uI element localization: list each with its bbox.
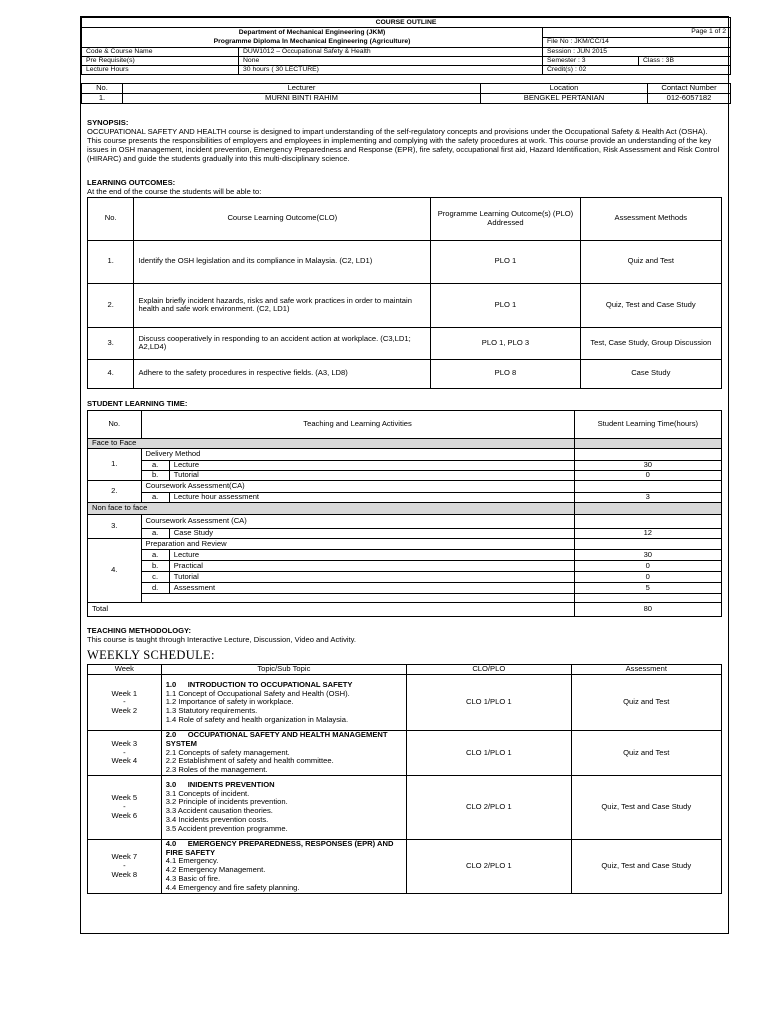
slt-item-label: Case Study xyxy=(169,528,574,538)
topic-cell xyxy=(161,839,406,893)
document-title: COURSE OUTLINE xyxy=(82,18,731,28)
lecture-hours-label: Lecture Hours xyxy=(82,66,239,75)
weekly-header-week: Week xyxy=(88,665,162,675)
week-dash: - xyxy=(123,801,126,811)
topic-title xyxy=(166,731,402,748)
subtopic: 4.3 Basic of fire. xyxy=(165,873,221,883)
slt-no: 4. xyxy=(88,538,142,602)
prereq-label: Pre Requisite(s) xyxy=(82,57,239,66)
learning-outcomes-intro: At the end of the course the students will be able to: xyxy=(87,186,262,196)
weekly-assessment: Quiz and Test xyxy=(571,675,721,731)
prereq-value: None xyxy=(239,57,543,66)
slt-header-activities: Teaching and Learning Activities xyxy=(141,410,574,438)
lecturer-header-contact: Contact Number xyxy=(648,84,731,94)
subtopic: 4.2 Emergency Management. xyxy=(165,865,266,875)
code-label: Code & Course Name xyxy=(82,48,239,57)
weekly-assessment: Quiz, Test and Case Study xyxy=(571,775,721,839)
slt-section xyxy=(81,399,728,617)
topic-name: INTRODUCTION TO OCCUPATIONAL SAFETY xyxy=(187,679,353,689)
lecturer-no: 1. xyxy=(82,94,123,104)
slt-item-marker: b. xyxy=(141,470,169,480)
lecturer-table xyxy=(81,83,731,104)
session-value: Session : JUN 2015 xyxy=(543,48,731,57)
weekly-schedule-section xyxy=(81,648,728,894)
week-end: Week 4 xyxy=(111,756,138,766)
clo-row-outcome: Adhere to the safety procedures in respective fields. (A3, LD8) xyxy=(134,359,431,388)
clo-row-assessment: Test, Case Study, Group Discussion xyxy=(580,327,721,359)
week-end: Week 2 xyxy=(111,705,138,715)
slt-item-marker: a. xyxy=(141,492,169,502)
subtopic: 3.3 Accident causation theories. xyxy=(165,806,273,816)
clo-row-outcome: Identify the OSH legislation and its compliance in Malaysia. (C2, LD1) xyxy=(134,240,431,283)
page-number: Page 1 of 2 xyxy=(543,28,730,38)
clo-row-assessment: Quiz, Test and Case Study xyxy=(580,283,721,327)
non-face-to-face-label: Non face to face xyxy=(88,502,575,514)
slt-no: 2. xyxy=(88,480,142,502)
subtopic: 3.5 Accident prevention programme. xyxy=(165,823,288,833)
week-start: Week 1 xyxy=(111,688,138,698)
face-to-face-blank xyxy=(574,438,721,448)
programme-name: Programme Diploma In Mechanical Engineering (Agriculture) xyxy=(213,37,411,45)
clo-row-outcome: Discuss cooperatively in responding to an accident action at workplace. (C3,LD1; A2,LD4) xyxy=(134,327,431,359)
subtopic: 1.2 Importance of safety in workplace. xyxy=(165,697,294,707)
prep-review-blank xyxy=(574,538,721,549)
weekly-header-topic: Topic/Sub Topic xyxy=(161,665,406,675)
topic-number: 2.0 xyxy=(165,730,177,740)
clo-plo: CLO 1/PLO 1 xyxy=(407,675,572,731)
total-label: Total xyxy=(88,602,575,616)
lecturer-name: MURNI BINTI RAHIM xyxy=(123,94,481,104)
weekly-assessment: Quiz and Test xyxy=(571,731,721,776)
clo-row-plo: PLO 1 xyxy=(431,283,580,327)
clo-row-no: 4. xyxy=(88,359,134,388)
weekly-table xyxy=(87,664,722,894)
lecturer-contact: 012-6057182 xyxy=(648,94,731,104)
methodology-heading: TEACHING METHODOLOGY: xyxy=(87,625,192,635)
slt-item-marker: b. xyxy=(141,560,169,571)
page-file-cell xyxy=(543,28,731,48)
slt-item-marker: d. xyxy=(141,582,169,593)
synopsis-text: OCCUPATIONAL SAFETY AND HEALTH course is designed to impart understanding of the self-regulatory concepts and provisions under the Occupational Safety & Health Act (OSHA). This course presents the responsibilities of employers and employees in implementing and complying with the safety procedures at work. This course provide an understanding of the key issues in OSH management, incident prevention, Emergency Preparedness and Response (EPR), fire safety, occupational first aid, Hazard Identification, Risk Assessment and Risk Control (HIRARC) and guide the students gradually into this multi-disciplinary science. xyxy=(87,127,720,164)
clo-header-plo: Programme Learning Outcome(s) (PLO) Addressed xyxy=(431,197,580,240)
clo-header-assessment: Assessment Methods xyxy=(580,197,721,240)
topic-name: INIDENTS PREVENTION xyxy=(187,780,275,790)
slt-item-label: Tutorial xyxy=(169,571,574,582)
slt-item-marker: a. xyxy=(141,528,169,538)
topic-number: 4.0 xyxy=(165,839,177,849)
topic-cell xyxy=(161,731,406,776)
slt-no: 3. xyxy=(88,514,142,538)
subtopic: 3.4 Incidents prevention costs. xyxy=(165,814,269,824)
topic-title xyxy=(166,840,402,857)
clo-row-assessment: Quiz and Test xyxy=(580,240,721,283)
week-end: Week 8 xyxy=(111,869,138,879)
week-dash: - xyxy=(123,697,126,707)
slt-item-marker: c. xyxy=(141,571,169,582)
clo-plo: CLO 2/PLO 1 xyxy=(407,775,572,839)
coursework-label: Coursework Assessment(CA) xyxy=(141,480,574,492)
slt-item-label: Tutorial xyxy=(169,470,574,480)
slt-spacer-hours xyxy=(574,593,721,602)
subtopic: 4.1 Emergency. xyxy=(165,856,219,866)
subtopic: 1.4 Role of safety and health organization in Malaysia. xyxy=(165,714,349,724)
week-range xyxy=(88,675,162,731)
semester-value: Semester : 3 xyxy=(543,57,639,66)
synopsis-heading: SYNOPSIS: xyxy=(87,118,129,127)
department-name: Department of Mechanical Engineering (JKM) xyxy=(238,29,386,37)
clo-plo: CLO 2/PLO 1 xyxy=(407,839,572,893)
delivery-method-label: Delivery Method xyxy=(141,448,574,460)
coursework-blank xyxy=(574,480,721,492)
slt-item-label: Lecture xyxy=(169,549,574,560)
clo-row-plo: PLO 1, PLO 3 xyxy=(431,327,580,359)
topic-name: OCCUPATIONAL SAFETY AND HEALTH MANAGEMENT SYSTEM xyxy=(165,730,388,748)
subtopic: 3.2 Principle of incidents prevention. xyxy=(165,797,288,807)
department-cell xyxy=(82,28,543,48)
subtopic: 3.1 Concepts of incident. xyxy=(165,788,250,798)
methodology-section xyxy=(81,626,728,644)
week-dash: - xyxy=(123,860,126,870)
clo-header-no: No. xyxy=(88,197,134,240)
slt-item-marker: a. xyxy=(141,460,169,470)
lecture-hours-value: 30 hours ( 30 LECTURE) xyxy=(239,66,543,75)
face-to-face-label: Face to Face xyxy=(88,438,575,448)
subtopic: 1.3 Statutory requirements. xyxy=(165,705,258,715)
coursework-ca-label: Coursework Assessment (CA) xyxy=(141,514,574,528)
clo-row-plo: PLO 8 xyxy=(431,359,580,388)
week-start: Week 3 xyxy=(111,738,138,748)
week-range xyxy=(88,775,162,839)
weekly-header-assessment: Assessment xyxy=(571,665,721,675)
slt-item-hours: 30 xyxy=(574,549,721,560)
total-hours: 80 xyxy=(574,602,721,616)
clo-row-no: 2. xyxy=(88,283,134,327)
methodology-text: This course is taught through Interactive Lecture, Discussion, Video and Activity. xyxy=(87,634,357,644)
subtopic: 4.4 Emergency and fire safety planning. xyxy=(165,882,300,892)
clo-row-no: 1. xyxy=(88,240,134,283)
code-value: DUW1012 – Occupational Safety & Health xyxy=(239,48,543,57)
slt-header-no: No. xyxy=(88,410,142,438)
topic-cell xyxy=(161,775,406,839)
clo-row-outcome: Explain briefly incident hazards, risks and safe work practices in order to maintain health and safe work environment. (C2, LD1) xyxy=(134,283,431,327)
topic-number: 3.0 xyxy=(165,780,177,790)
slt-item-hours: 12 xyxy=(574,528,721,538)
subtopic: 2.3 Roles of the management. xyxy=(165,764,268,774)
lecturer-header-name: Lecturer xyxy=(123,84,481,94)
weekly-schedule-heading: WEEKLY SCHEDULE: xyxy=(87,648,215,663)
slt-item-label: Lecture xyxy=(169,460,574,470)
slt-item-hours: 5 xyxy=(574,582,721,593)
clo-row-plo: PLO 1 xyxy=(431,240,580,283)
clo-row-no: 3. xyxy=(88,327,134,359)
clo-header-outcome: Course Learning Outcome(CLO) xyxy=(134,197,431,240)
clo-plo: CLO 1/PLO 1 xyxy=(407,731,572,776)
clo-table xyxy=(87,197,722,389)
week-range xyxy=(88,731,162,776)
slt-heading: STUDENT LEARNING TIME: xyxy=(87,398,188,408)
subtopic: 2.1 Concepts of safety management. xyxy=(165,747,290,757)
slt-spacer xyxy=(141,593,574,602)
slt-item-hours: 30 xyxy=(574,460,721,470)
slt-item-hours: 0 xyxy=(574,470,721,480)
topic-number: 1.0 xyxy=(165,679,177,689)
file-number: File No : JKM/CC/14 xyxy=(547,38,609,45)
slt-item-label: Lecture hour assessment xyxy=(169,492,574,502)
subtopic: 2.2 Establishment of safety and health committee. xyxy=(165,756,334,766)
non-face-to-face-blank xyxy=(574,502,721,514)
weekly-header-clo: CLO/PLO xyxy=(407,665,572,675)
slt-table xyxy=(87,410,722,617)
week-start: Week 7 xyxy=(111,852,138,862)
week-dash: - xyxy=(123,747,126,757)
prep-review-label: Preparation and Review xyxy=(141,538,574,549)
weekly-assessment: Quiz, Test and Case Study xyxy=(571,839,721,893)
course-outline-page xyxy=(80,16,729,934)
delivery-method-blank xyxy=(574,448,721,460)
slt-item-label: Practical xyxy=(169,560,574,571)
clo-row-assessment: Case Study xyxy=(580,359,721,388)
slt-item-hours: 0 xyxy=(574,560,721,571)
topic-name: EMERGENCY PREPAREDNESS, RESPONSES (EPR) AND FIRE SAFETY xyxy=(165,839,394,857)
slt-no: 1. xyxy=(88,448,142,480)
class-value: Class : 3B xyxy=(639,57,731,66)
slt-header-hours: Student Learning Time(hours) xyxy=(574,410,721,438)
coursework-ca-blank xyxy=(574,514,721,528)
slt-item-hours: 3 xyxy=(574,492,721,502)
header-table xyxy=(81,17,731,75)
lecturer-header-location: Location xyxy=(481,84,648,94)
topic-cell xyxy=(161,675,406,731)
slt-item-marker: a. xyxy=(141,549,169,560)
learning-outcomes-heading: LEARNING OUTCOMES: xyxy=(87,177,176,187)
slt-item-hours: 0 xyxy=(574,571,721,582)
synopsis-section xyxy=(81,118,728,164)
credits-value: Credit(s) : 02 xyxy=(543,66,731,75)
lecturer-header-no: No. xyxy=(82,84,123,94)
slt-item-label: Assessment xyxy=(169,582,574,593)
week-end: Week 6 xyxy=(111,810,138,820)
week-start: Week 5 xyxy=(111,793,138,803)
week-range xyxy=(88,839,162,893)
subtopic: 1.1 Concept of Occupational Safety and Health (OSH). xyxy=(165,688,350,698)
learning-outcomes-section xyxy=(81,178,728,389)
lecturer-location: BENGKEL PERTANIAN xyxy=(481,94,648,104)
